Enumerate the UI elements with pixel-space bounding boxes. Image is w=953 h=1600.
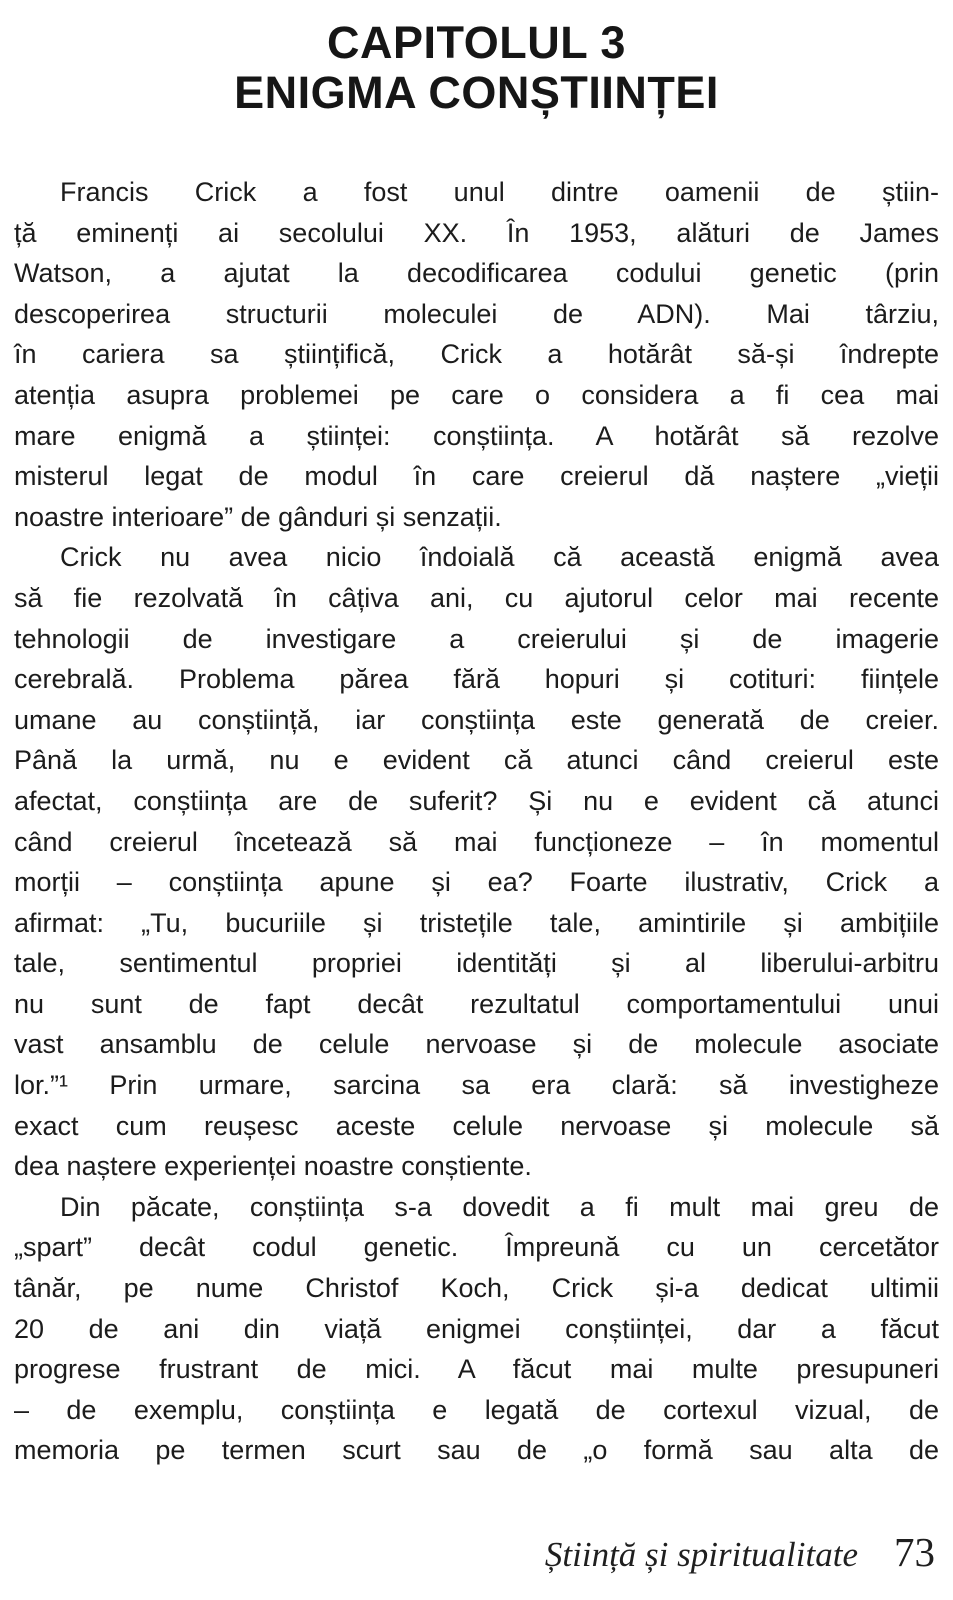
text-line: lor.”¹ Prin urmare, sarcina sa era clară: să investigheze: [14, 1070, 939, 1101]
text-line: când creierul încetează să mai funcționeze – în momentul: [14, 826, 939, 857]
text-line: morții – conștiința apune și ea? Foarte ilustrativ, Crick a: [14, 867, 939, 898]
text-line: afectat, conștiința are de suferit? Și nu e evident că atunci: [14, 785, 939, 816]
text-line: noastre interioare” de gânduri și senzații.: [14, 501, 502, 532]
chapter-title: ENIGMA CONȘTIINȚEI: [234, 67, 719, 118]
running-footer: [545, 1528, 935, 1576]
text-line: dea naștere experienței noastre conștiente.: [14, 1151, 532, 1182]
text-line: afirmat: „Tu, bucuriile și tristețile tale, amintirile și ambițiile: [14, 907, 939, 938]
paragraph: [14, 537, 939, 1187]
text-line: Francis Crick a fost unul dintre oamenii de știin-: [60, 177, 939, 207]
paragraph: [14, 1187, 939, 1471]
text-line: Watson, a ajutat la decodificarea codului genetic (prin: [14, 258, 939, 289]
page-body: [14, 172, 939, 1471]
text-line: progrese frustrant de mici. A făcut mai multe presupuneri: [14, 1354, 939, 1385]
chapter-heading: [14, 18, 939, 118]
text-line: nu sunt de fapt decât rezultatul comportamentului unui: [14, 988, 939, 1019]
page-number: 73: [894, 1529, 935, 1575]
text-line: descoperirea structurii moleculei de ADN). Mai târziu,: [14, 298, 939, 329]
text-line: 20 de ani din viață enigmei conștiinței, dar a făcut: [14, 1313, 939, 1344]
text-line: să fie rezolvată în câțiva ani, cu ajutorul celor mai recente: [14, 582, 939, 613]
footer-book-title: Știință și spiritualitate: [544, 1535, 858, 1574]
text-line: – de exemplu, conștiința e legată de cortexul vizual, de: [14, 1394, 939, 1425]
chapter-number: CAPITOLUL 3: [327, 17, 626, 68]
paragraph: [14, 172, 939, 537]
text-line: exact cum reușesc aceste celule nervoase și molecule să: [14, 1110, 939, 1141]
text-line: Crick nu avea nicio îndoială că această enigmă avea: [60, 542, 939, 573]
text-line: umane au conștiință, iar conștiința este generată de creier.: [14, 704, 939, 735]
text-line: „spart” decât codul genetic. Împreună cu un cercetător: [14, 1232, 939, 1263]
text-line: Din păcate, conștiința s-a dovedit a fi mult mai greu de: [60, 1191, 939, 1222]
text-line: cerebrală. Problema părea fără hopuri și cotituri: ființele: [14, 664, 939, 695]
text-line: atenția asupra problemei pe care o considera a fi cea mai: [14, 379, 939, 410]
text-line: mare enigmă a științei: conștiința. A hotărât să rezolve: [14, 420, 939, 451]
text-line: Până la urmă, nu e evident că atunci când creierul este: [14, 745, 939, 776]
text-line: tehnologii de investigare a creierului și de imagerie: [14, 623, 939, 654]
text-line: vast ansamblu de celule nervoase și de molecule asociate: [14, 1029, 939, 1060]
text-line: tânăr, pe nume Christof Koch, Crick și-a dedicat ultimii: [14, 1273, 939, 1304]
text-line: ță eminenți ai secolului XX. În 1953, alături de James: [14, 217, 939, 248]
text-line: în cariera sa științifică, Crick a hotărât să-și îndrepte: [14, 339, 939, 370]
text-line: misterul legat de modul în care creierul dă naștere „vieții: [14, 461, 939, 492]
text-line: tale, sentimentul propriei identități și al liberului-arbitru: [14, 948, 939, 979]
text-line: memoria pe termen scurt sau de „o formă sau alta de: [14, 1435, 939, 1466]
